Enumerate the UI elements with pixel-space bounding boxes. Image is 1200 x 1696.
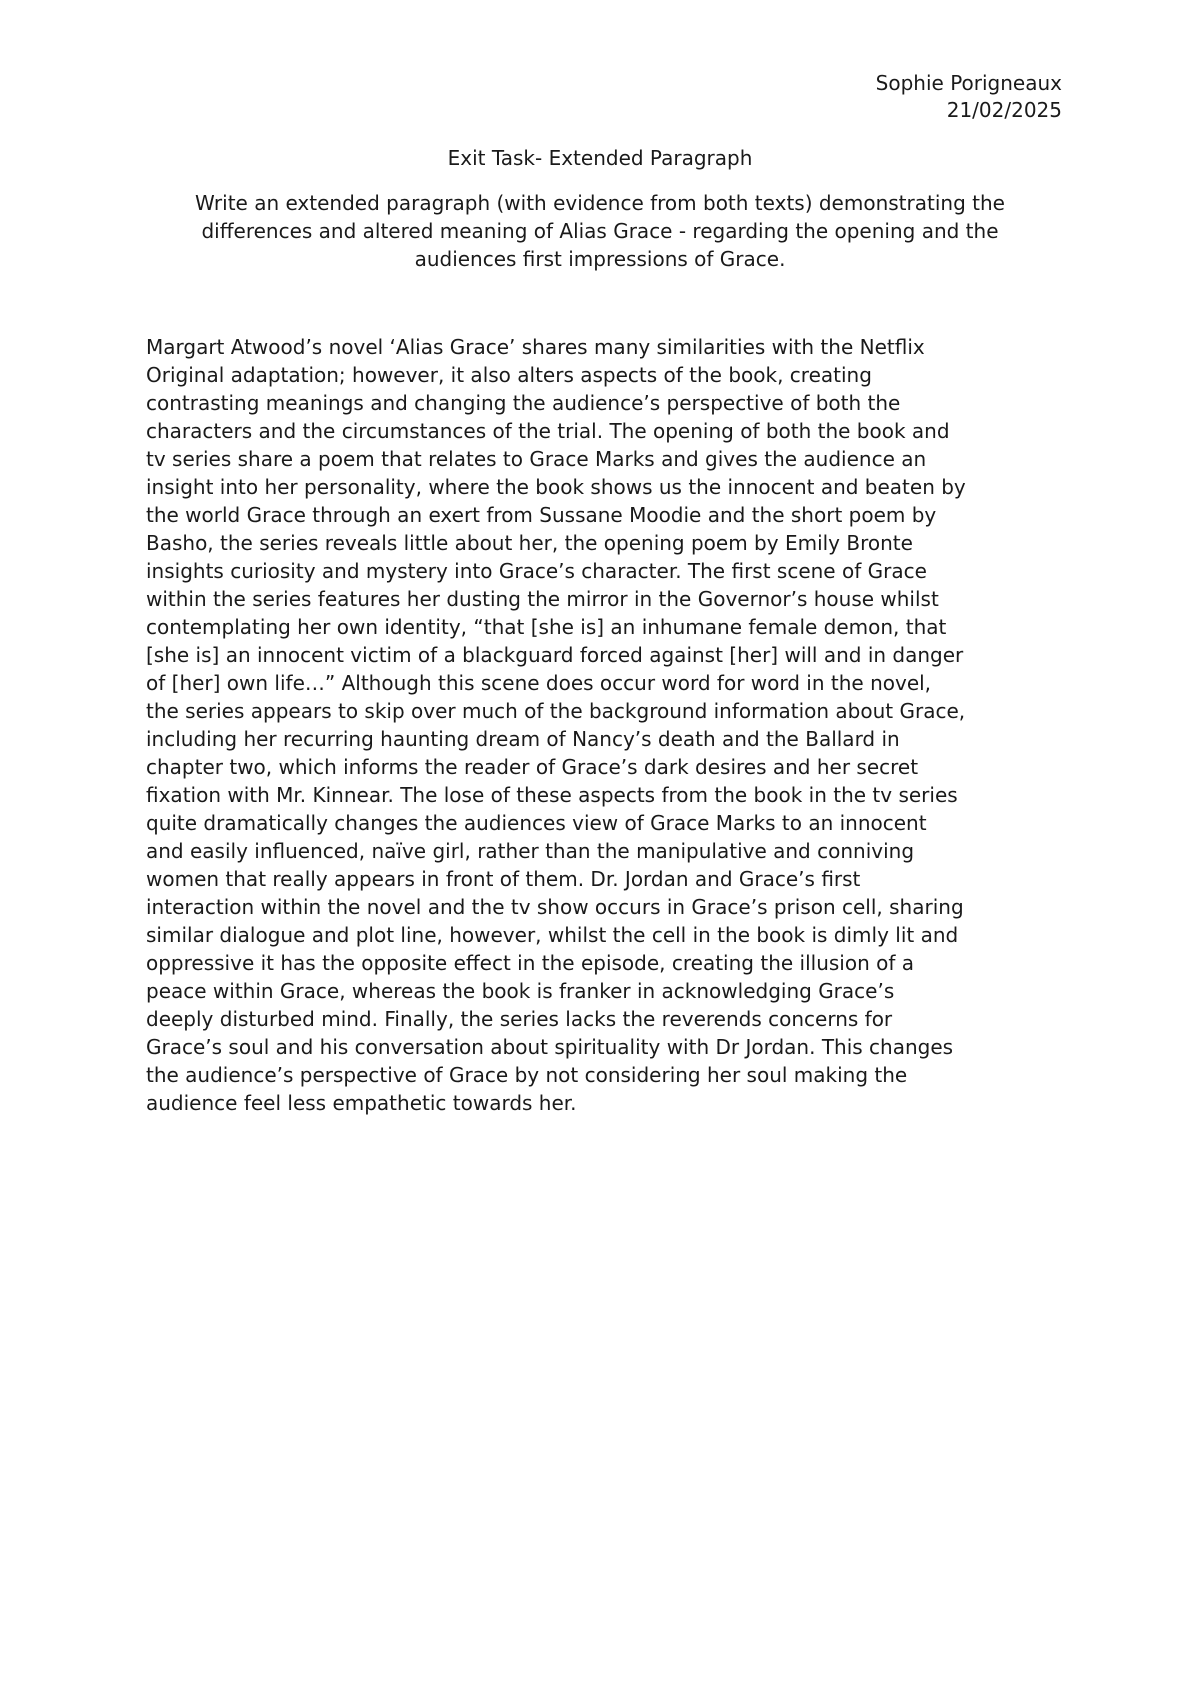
paragraph-line: tv series share a poem that relates to Grace Marks and gives the audience an <box>146 447 927 471</box>
paragraph-line: insights curiosity and mystery into Grace’s character. The first scene of Grace <box>146 559 927 583</box>
paragraph-line: Grace’s soul and his conversation about spirituality with Dr Jordan. This changes <box>146 1035 954 1059</box>
prompt-line: Write an extended paragraph (with evidence from both texts) demonstrating the <box>195 191 1005 215</box>
paragraph-line: interaction within the novel and the tv show occurs in Grace’s prison cell, sharing <box>146 895 964 919</box>
prompt-line: audiences first impressions of Grace. <box>414 247 786 271</box>
paragraph-line: contrasting meanings and changing the audience’s perspective of both the <box>146 391 901 415</box>
paragraph-line: insight into her personality, where the book shows us the innocent and beaten by <box>146 475 966 499</box>
paragraph-line: Margart Atwood’s novel ‘Alias Grace’ shares many similarities with the Netflix <box>146 335 925 359</box>
paragraph-line: of [her] own life…” Although this scene does occur word for word in the novel, <box>146 671 932 695</box>
paragraph-line: [she is] an innocent victim of a blackguard forced against [her] will and in danger <box>146 643 964 667</box>
paragraph-line: oppressive it has the opposite effect in the episode, creating the illusion of a <box>146 951 915 975</box>
paragraph-line: within the series features her dusting the mirror in the Governor’s house whilst <box>146 587 939 611</box>
paragraph-line: similar dialogue and plot line, however, whilst the cell in the book is dimly lit and <box>146 923 959 947</box>
paragraph-line: fixation with Mr. Kinnear. The lose of these aspects from the book in the tv series <box>146 783 958 807</box>
paragraph-line: Original adaptation; however, it also alters aspects of the book, creating <box>146 363 872 387</box>
paragraph-line: the world Grace through an exert from Sussane Moodie and the short poem by <box>146 503 937 527</box>
prompt-line: differences and altered meaning of Alias Grace - regarding the opening and the <box>201 219 999 243</box>
page-title: Exit Task- Extended Paragraph <box>447 146 753 170</box>
paragraph-line: contemplating her own identity, “that [she is] an inhumane female demon, that <box>146 615 947 639</box>
paragraph-line: quite dramatically changes the audiences view of Grace Marks to an innocent <box>146 811 927 835</box>
paragraph-line: Basho, the series reveals little about her, the opening poem by Emily Bronte <box>146 531 913 555</box>
task-prompt <box>140 189 1060 273</box>
document-date: 21/02/2025 <box>946 98 1062 122</box>
paragraph-line: audience feel less empathetic towards her. <box>146 1091 577 1115</box>
paragraph-line: and easily influenced, naïve girl, rather than the manipulative and conniving <box>146 839 915 863</box>
paragraph-line: the audience’s perspective of Grace by not considering her soul making the <box>146 1063 908 1087</box>
paragraph-line: women that really appears in front of them. Dr. Jordan and Grace’s first <box>146 867 861 891</box>
document-header <box>876 70 1062 124</box>
paragraph-line: including her recurring haunting dream of Nancy’s death and the Ballard in <box>146 727 900 751</box>
paragraph-line: the series appears to skip over much of the background information about Grace, <box>146 699 966 723</box>
paragraph-line: chapter two, which informs the reader of Grace’s dark desires and her secret <box>146 755 919 779</box>
paragraph-line: deeply disturbed mind. Finally, the series lacks the reverends concerns for <box>146 1007 893 1031</box>
paragraph-line: characters and the circumstances of the trial. The opening of both the book and <box>146 419 950 443</box>
paragraph-line: peace within Grace, whereas the book is franker in acknowledging Grace’s <box>146 979 895 1003</box>
author-name: Sophie Porigneaux <box>875 71 1062 95</box>
essay-paragraph <box>146 333 1066 1117</box>
